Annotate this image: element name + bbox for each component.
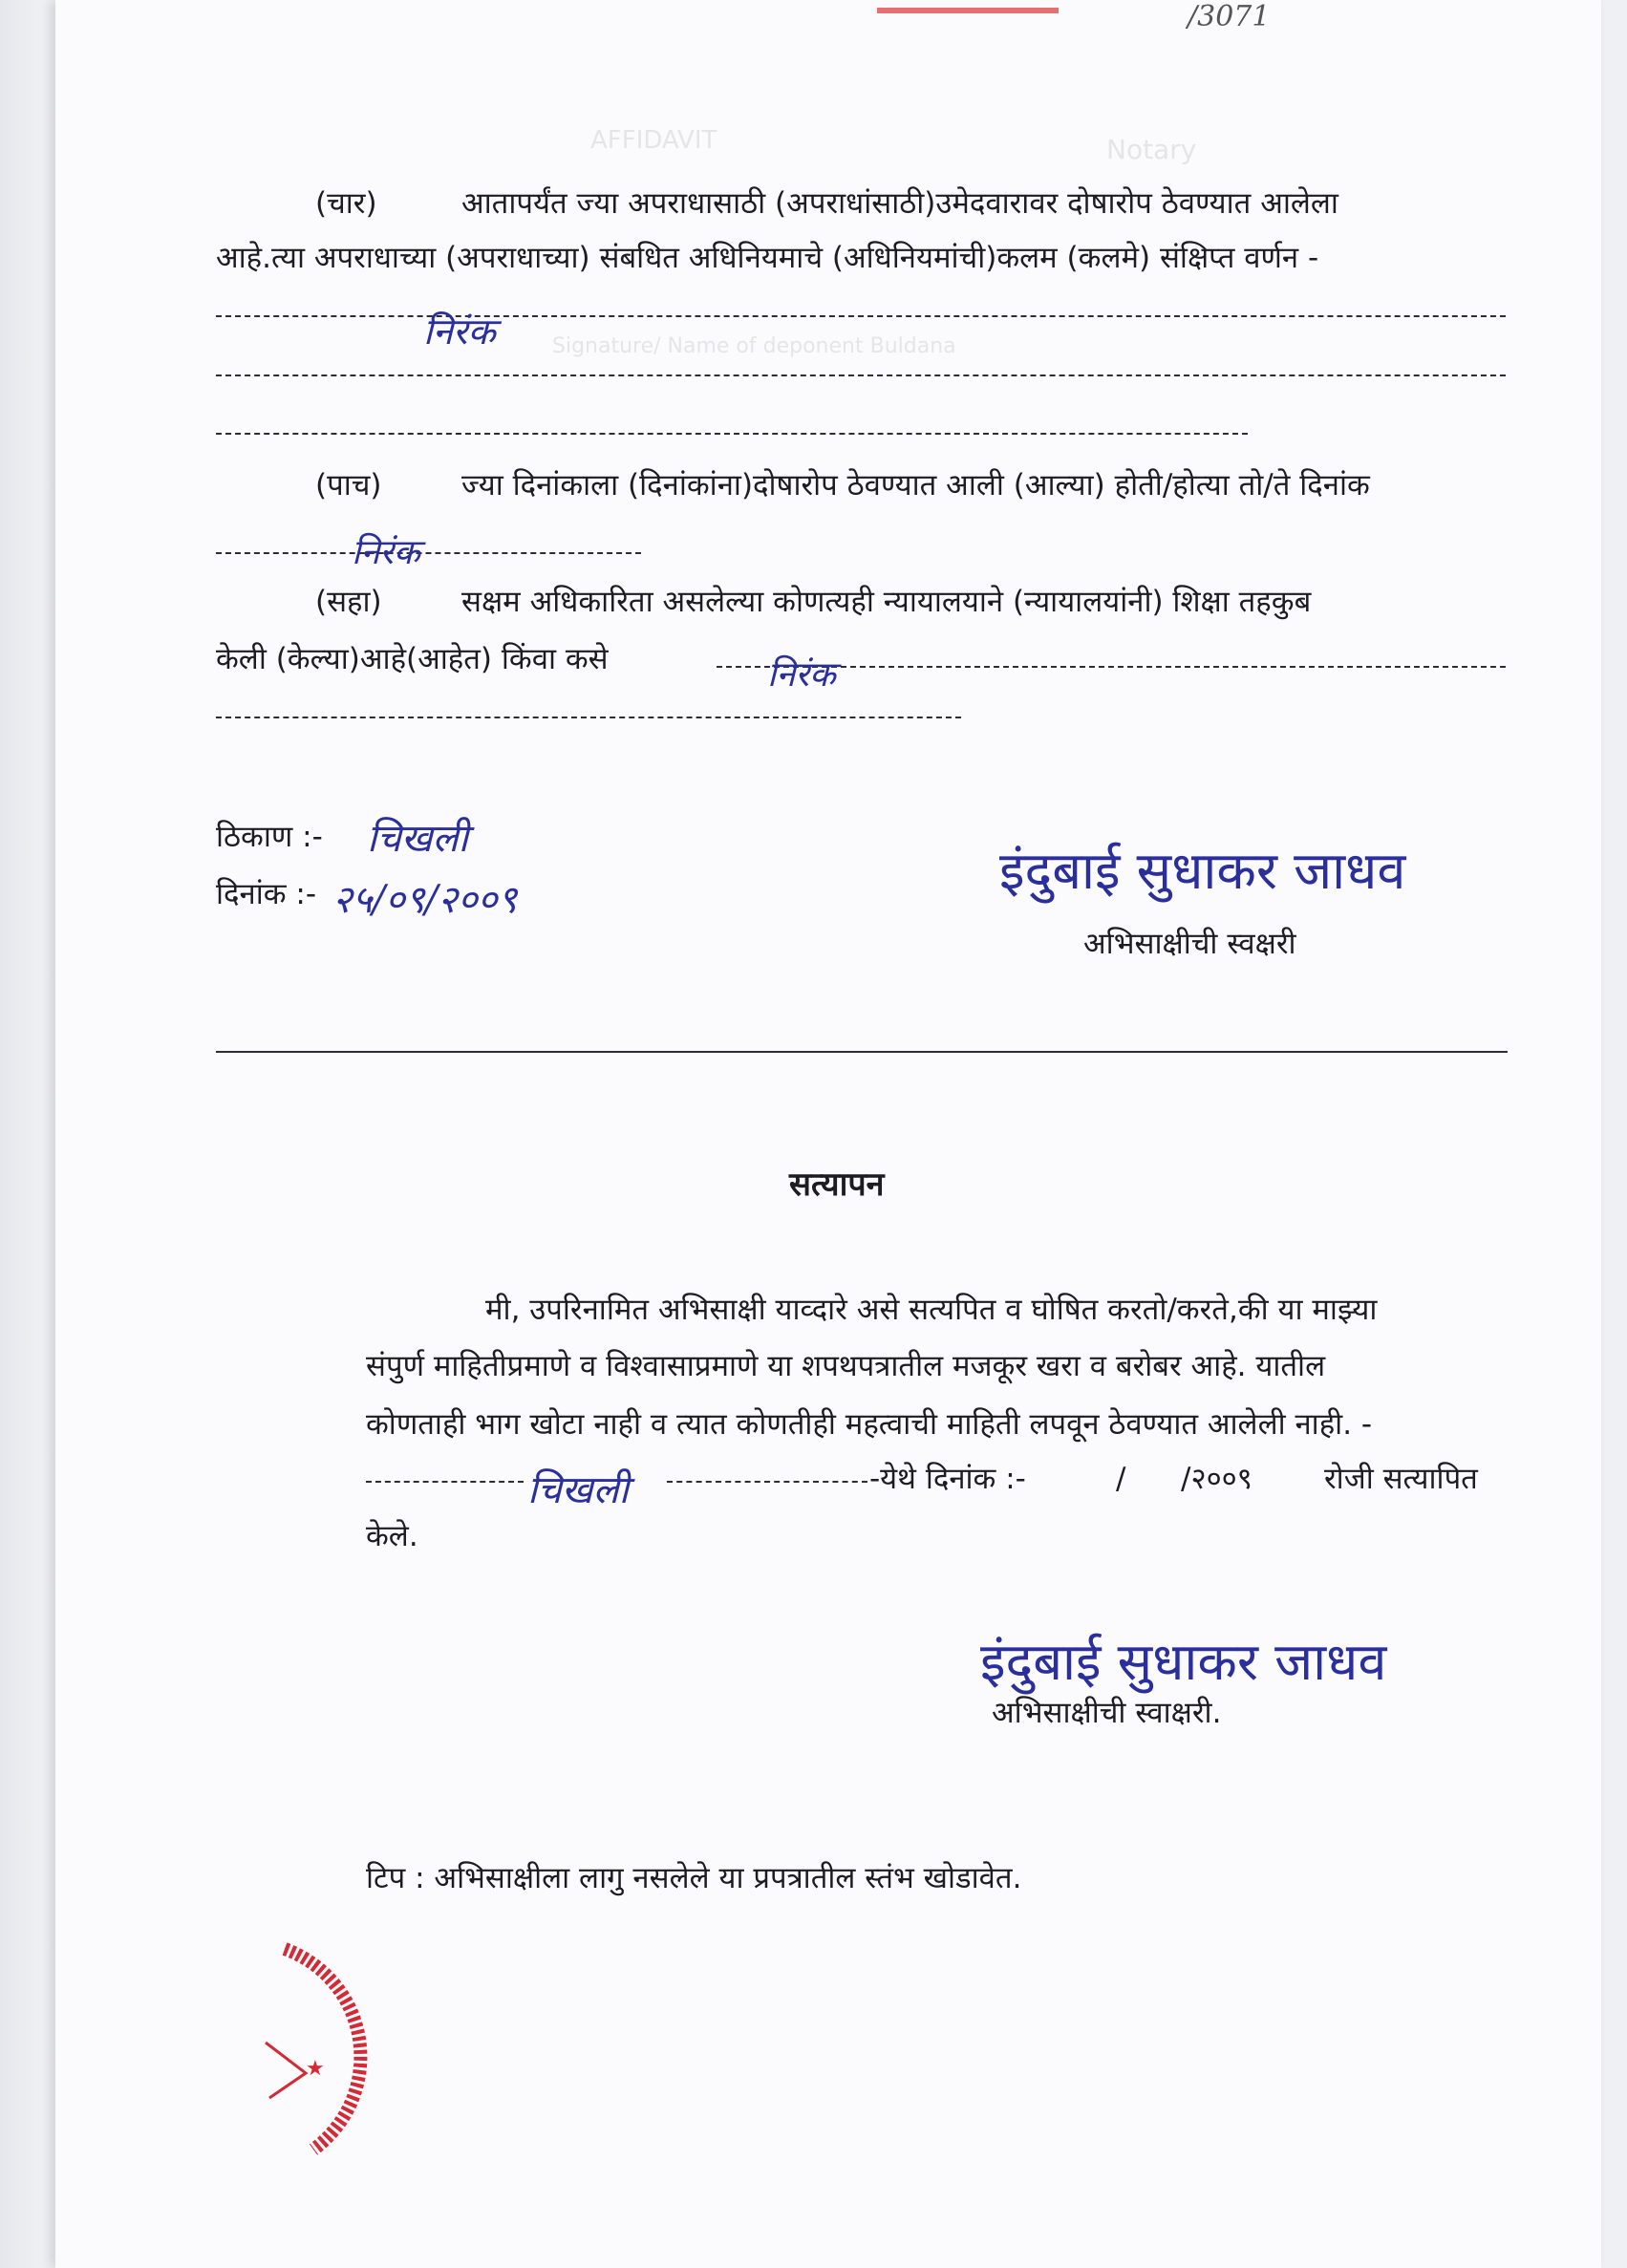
dash-line xyxy=(216,315,1506,317)
signature-1: इंदुबाई सुधाकर जाधव xyxy=(999,841,1406,901)
signature-label-2: अभिसाक्षीची स्वाक्षरी. xyxy=(992,1696,1222,1730)
bleed-through-notary: Notary xyxy=(1106,134,1197,165)
scan-left-edge xyxy=(0,0,55,2268)
section-6-label: (सहा) xyxy=(315,585,382,619)
dash-line xyxy=(216,552,641,554)
verification-line-5: केले. xyxy=(366,1519,418,1553)
dash-line xyxy=(216,374,1506,376)
section-separator xyxy=(216,1051,1508,1053)
date-label: दिनांक :- xyxy=(216,877,317,911)
dash-line xyxy=(667,1481,867,1483)
top-red-mark xyxy=(877,8,1059,13)
verification-line-1: मी, उपरिनामित अभिसाक्षी याव्दारे असे सत्यपित व घोषित करतो/करते,की या माझ्या xyxy=(485,1293,1378,1327)
document-page xyxy=(55,0,1601,2268)
top-scribble: /3071 xyxy=(1188,0,1271,33)
signature-2: इंदुबाई सुधाकर जाधव xyxy=(980,1632,1387,1692)
verification-line-3: कोणताही भाग खोटा नाही व त्यात कोणतीही महत्वाची माहिती लपवून ठेवण्यात आलेली नाही. - xyxy=(366,1407,1373,1442)
section-6-line-1: सक्षम अधिकारिता असलेल्या कोणत्यही न्यायालयाने (न्यायालयांनी) शिक्षा तहकुब xyxy=(461,585,1312,619)
seal-chevron xyxy=(266,2043,306,2098)
seal-arc xyxy=(285,1949,360,2150)
section-5-line-1: ज्या दिनांकाला (दिनांकांना)दोषारोप ठेवण्यात आली (आल्या) होती/होत्या तो/ते दिनांक xyxy=(461,468,1370,503)
dash-line xyxy=(366,1481,524,1483)
red-seal-fragment xyxy=(256,1930,438,2159)
handwritten-nil-4: निरंक xyxy=(423,310,496,353)
verification-line-4-end: रोजी सत्यापित xyxy=(1324,1462,1478,1496)
section-4-label: (चार) xyxy=(315,186,377,221)
dash-line xyxy=(216,433,1248,435)
place-label: ठिकाण :- xyxy=(216,820,323,854)
handwritten-nil-6: निरंक xyxy=(767,655,836,695)
section-4-line-1: आतापर्यंत ज्या अपराधासाठी (अपराधांसाठी)उमेदवारावर दोषारोप ठेवण्यात आलेला xyxy=(461,186,1338,221)
signature-label-1: अभिसाक्षीची स्वक्षरी xyxy=(1083,927,1296,961)
section-5-label: (पाच) xyxy=(315,468,382,503)
date-value: २५/०९/२००९ xyxy=(332,878,518,922)
verification-date-year: /२००९ xyxy=(1181,1462,1252,1496)
bleed-through-title: AFFIDAVIT xyxy=(590,126,717,155)
section-6-line-2: केली (केल्या)आहे(आहेत) किंवा कसे xyxy=(216,642,609,676)
bleed-through-signature-line: Signature/ Name of deponent Buldana xyxy=(552,334,956,358)
handwritten-nil-5: निरंक xyxy=(352,533,420,572)
seal-star-icon: ★ xyxy=(306,2057,325,2081)
verification-date-slash: / xyxy=(1116,1462,1126,1496)
section-4-line-2: आहे.त्या अपराधाच्या (अपराधाच्या) संबधित अधिनियमाचे (अधिनियमांची)कलम (कलमे) संक्षिप्त वर्णन - xyxy=(216,241,1319,275)
verification-place-handwritten: चिखली xyxy=(527,1468,629,1512)
verification-heading: सत्यापन xyxy=(789,1166,885,1204)
footnote: टिप : अभिसाक्षीला लागु नसलेले या प्रपत्रातील स्तंभ खोडावेत. xyxy=(366,1861,1022,1895)
dash-line xyxy=(216,717,961,718)
place-value: चिखली xyxy=(367,817,468,861)
verification-date-label: -येथे दिनांक :- xyxy=(869,1462,1026,1496)
verification-line-2: संपुर्ण माहितीप्रमाणे व विश्वासाप्रमाणे या शपथपत्रातील मजकूर खरा व बरोबर आहे. यातील xyxy=(366,1349,1326,1383)
